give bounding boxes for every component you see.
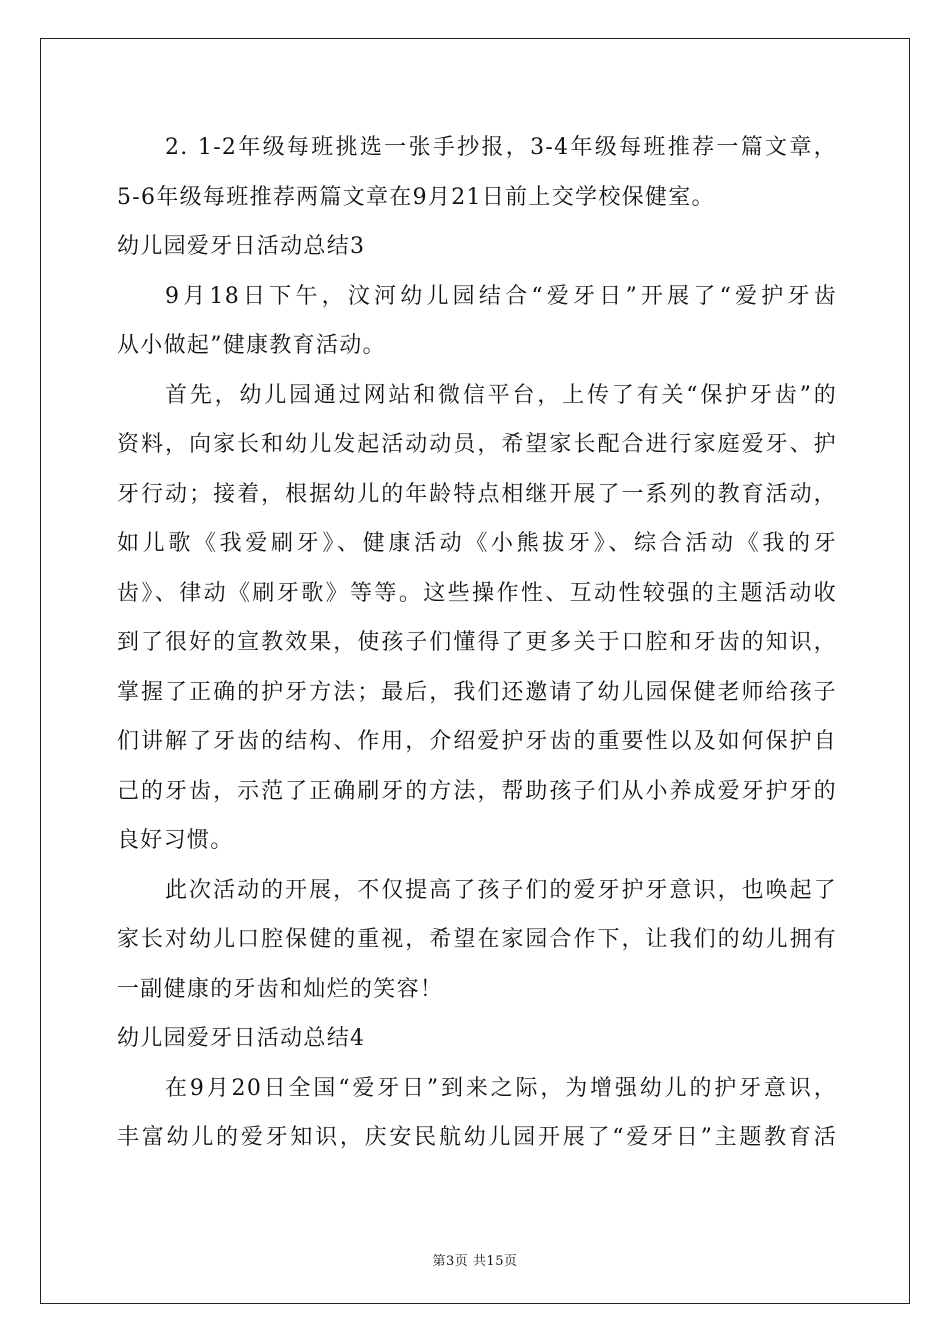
text-line: 家长对幼儿口腔保健的重视，希望在家园合作下，让我们的幼儿拥有 — [117, 927, 837, 952]
text-line: 们讲解了牙齿的结构、作用，介绍爱护牙齿的重要性以及如何保护自 — [117, 729, 837, 754]
text-line: 齿》、律动《刷牙歌》等等。这些操作性、互动性较强的主题活动收 — [117, 580, 837, 606]
paragraph — [117, 279, 837, 378]
text-line: 9月18日下午，汶河幼儿园结合“爱牙日”开展了“爱护牙齿 — [165, 283, 837, 309]
paragraph — [117, 378, 837, 873]
text-line: 如儿歌《我爱刷牙》、健康活动《小熊拔牙》、综合活动《我的牙 — [117, 531, 837, 556]
text-line: 掌握了正确的护牙方法；最后，我们还邀请了幼儿园保健老师给孩子 — [117, 679, 837, 705]
text-line: 资料，向家长和幼儿发起活动动员，希望家长配合进行家庭爱牙、护 — [117, 432, 837, 457]
text-line: 牙行动；接着，根据幼儿的年龄特点相继开展了一系列的教育活动， — [117, 481, 837, 507]
document-body — [117, 130, 837, 1170]
page-number-footer: 第3页 共15页 — [432, 1254, 518, 1269]
text-line: 到了很好的宣教效果，使孩子们懂得了更多关于口腔和牙齿的知识， — [117, 630, 837, 655]
text-line: 2. 1-2年级每班挑选一张手抄报，3-4年级每班推荐一篇文章， — [165, 135, 837, 160]
text-line: 5-6年级每班推荐两篇文章在9月21日前上交学校保健室。 — [117, 184, 715, 210]
section-heading: 幼儿园爱牙日活动总结4 — [117, 1026, 366, 1051]
text-line: 丰富幼儿的爱牙知识，庆安民航幼儿园开展了“爱牙日”主题教育活 — [117, 1125, 837, 1150]
text-line: 己的牙齿，示范了正确刷牙的方法，帮助孩子们从小养成爱牙护牙的 — [117, 778, 837, 804]
text-line: 良好习惯。 — [117, 828, 234, 853]
text-line: 首先，幼儿园通过网站和微信平台，上传了有关“保护牙齿”的 — [165, 382, 837, 408]
paragraph — [117, 1071, 837, 1170]
text-line: 在9月20日全国“爱牙日”到来之际，为增强幼儿的护牙意识， — [165, 1075, 837, 1101]
section-heading: 幼儿园爱牙日活动总结3 — [117, 234, 366, 259]
paragraph — [117, 130, 837, 229]
text-line: 此次活动的开展，不仅提高了孩子们的爱牙护牙意识，也唤起了 — [165, 877, 837, 903]
paragraph — [117, 873, 837, 1022]
text-line: 从小做起”健康教育活动。 — [117, 333, 386, 358]
text-line: 一副健康的牙齿和灿烂的笑容！ — [117, 976, 444, 1002]
